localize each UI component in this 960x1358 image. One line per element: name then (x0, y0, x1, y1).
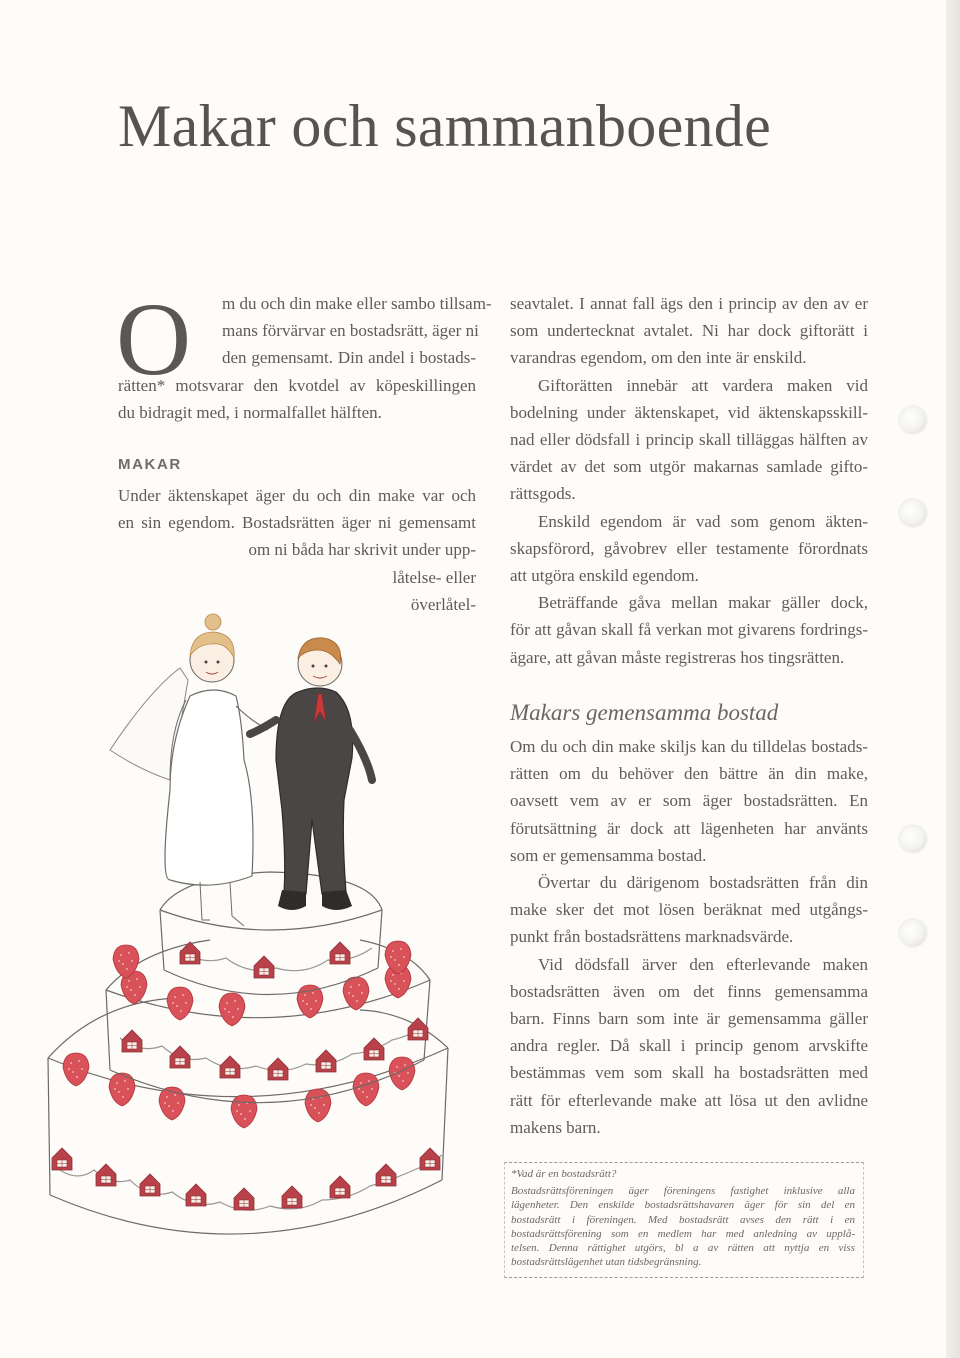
footnote-line: Bostadsrättsföreningen äger föreningens fastighet inklusive alla (511, 1185, 855, 1198)
intro-paragraph (116, 282, 492, 426)
makar-line: Under äktenskapet äger du och din make var och (118, 486, 476, 505)
text-line: makens barn. (510, 1117, 601, 1137)
house-icon (52, 1148, 72, 1170)
text-line: som undertecknat avtalet. Ni har dock giftorätt i (510, 321, 868, 341)
strawberry-icon (167, 987, 193, 1020)
text-line: Om du och din make skiljs kan du tilldelas bostads- (510, 737, 868, 756)
footnote-heading: *Vad är en bostadsrätt? (511, 1168, 617, 1180)
text-line: ägare, att gåvan måste registreras hos tingsrätten. (510, 647, 845, 667)
text-line: varandras egendom, om den inte är enskild. (510, 348, 807, 368)
text-line: nad eller dödsfall i princip skall tilläggas hälften av (510, 430, 868, 450)
text-line: bostadsrätten även om det finns gemensamma (510, 981, 868, 1001)
groom-figure (250, 638, 372, 910)
house-icon (420, 1148, 440, 1170)
text-line: som er gemensamma bostad. (510, 845, 707, 865)
intro-line: mans förvärvar en bostadsrätt, äger ni (222, 321, 479, 341)
section-heading-makar: MAKAR (118, 456, 182, 473)
binder-hole (900, 407, 926, 433)
makar-line: en sin egendom. Bostadsrätten äger ni gemensamt (118, 513, 476, 533)
text-line: barn. Finns barn som inte är gemensamma gäller (510, 1009, 868, 1029)
footnote-line: lägenheter. Den enskilde bostadsrättshavaren äger för sin del en (511, 1199, 855, 1212)
text-line: rättsgods. (510, 484, 576, 504)
text-line: punkt från bostadsrättens marknadsvärde. (510, 927, 794, 947)
footnote-line: bostadsrättsförening som en medlem har med anledning av upplå- (511, 1227, 855, 1240)
right-column-bottom (510, 733, 868, 1141)
text-line: rätten om du behöver den bättre än din make, (510, 764, 868, 784)
footnote-line: bostadsrätt i föreningen. Med bostadsrätt avses den rätt i en (511, 1213, 855, 1226)
text-line: bodelning under äktenskapet, vid äktenskapsskill- (510, 402, 868, 422)
binder-hole (900, 500, 926, 526)
text-line: Övertar du därigenom bostadsrätten från din (538, 873, 868, 893)
strawberry-icon (389, 1057, 415, 1090)
text-line: andra regler. Då skall i princip genom arvskifte (510, 1036, 868, 1056)
house-icon (140, 1174, 160, 1196)
text-line: värdet av det som utgör makarnas samlade gifto- (510, 457, 868, 477)
strawberry-icon (305, 1089, 331, 1122)
footnote-line: bostadsrättslägenhet utan tidsbegränsning. (511, 1256, 702, 1269)
house-icon (330, 1176, 350, 1198)
footnote-line: telsen. Denna rättighet utgörs, bl a av rätten att nyttja en viss (511, 1242, 855, 1255)
house-icon (254, 956, 274, 978)
strawberry-icon (219, 993, 245, 1026)
footnote-box (504, 1162, 864, 1278)
strawberry-icon (231, 1095, 257, 1128)
house-icon (234, 1188, 254, 1210)
house-icon (96, 1164, 116, 1186)
intro-line: du bidragit med, i normalfallet hälften. (118, 402, 382, 422)
makar-line: om ni båda har skrivit under upp- (248, 540, 476, 560)
makar-line: överlåtel- (410, 594, 476, 614)
house-icon (330, 942, 350, 964)
text-line: bestämmas vem som skall ha bostadsrätten med (510, 1063, 868, 1083)
text-line: oavsett vem av er som äger bostadsrätten. En (510, 791, 868, 811)
strawberry-icon (353, 1073, 379, 1106)
house-icon (220, 1056, 240, 1078)
wedding-cake-illustration (30, 580, 470, 1270)
page-title: Makar och sammanboende (118, 93, 772, 159)
bride-figure (110, 614, 268, 926)
text-line: förutsättning är dock att lägenheten har använts (510, 818, 868, 838)
house-icon (364, 1038, 384, 1060)
house-icon (170, 1046, 190, 1068)
text-line: Beträffande gåva mellan makar gäller dock, (538, 593, 868, 613)
text-line: skapsförord, gåvobrev eller testamente förordnats (510, 538, 868, 558)
text-line: seavtalet. I annat fall ägs den i princip av den av er (510, 294, 868, 313)
house-icon (122, 1030, 142, 1052)
house-icon (186, 1184, 206, 1206)
house-icon (282, 1186, 302, 1208)
house-icon (408, 1018, 428, 1040)
house-icon (316, 1050, 336, 1072)
binder-hole (900, 920, 926, 946)
house-icon (268, 1058, 288, 1080)
strawberry-icon (63, 1053, 89, 1086)
text-line: för att gåvan skall få verkan mot givarens fordrings- (510, 620, 868, 640)
binder-hole (900, 826, 926, 852)
house-icon (376, 1164, 396, 1186)
right-column-top (510, 290, 868, 671)
intro-line: rätten* motsvarar den kvotdel av köpeskillingen (118, 375, 476, 395)
text-line: rätt för efterlevande make att lösa ut den avlidne (510, 1090, 868, 1110)
text-line: Vid dödsfall ärver den efterlevande maken (538, 954, 868, 974)
intro-line: den gemensamt. Din andel i bostads- (222, 348, 476, 368)
makar-line: låtelse- eller (392, 567, 476, 587)
page-edge (946, 0, 960, 1358)
intro-line: m du och din make eller sambo tillsam- (222, 294, 492, 313)
strawberry-icon (343, 977, 369, 1010)
subheading-gemensamma-bostad: Makars gemensamma bostad (510, 700, 779, 725)
text-line: att utgöra enskild egendom. (510, 566, 699, 586)
text-line: Enskild egendom är vad som genom äkten- (538, 511, 868, 531)
text-line: make sker det mot lösen beräknat med utgångs- (510, 900, 868, 920)
text-line: Giftorätten innebär att vardera maken vid (538, 375, 868, 395)
drop-cap: O (116, 282, 192, 397)
